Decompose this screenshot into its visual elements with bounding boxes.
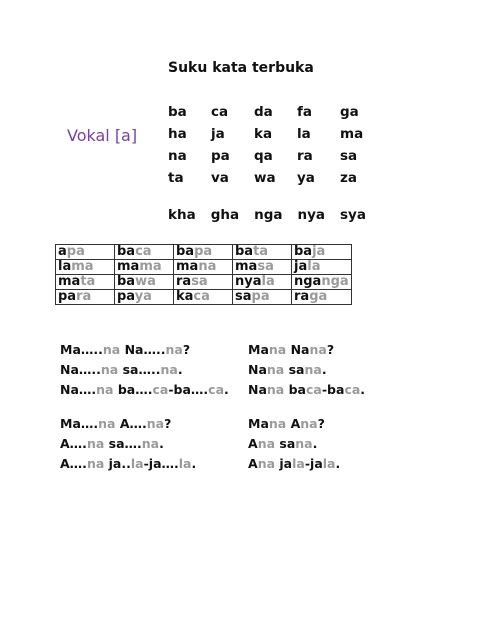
sentence-line (248, 434, 340, 454)
word-cell (56, 275, 115, 290)
exercise-blanks-1 (60, 340, 229, 400)
text-segment: -ja (304, 456, 323, 471)
text-segment: ra (294, 289, 310, 304)
syllable-row (168, 167, 383, 189)
text-segment: sa (275, 436, 296, 451)
table-row (56, 290, 352, 305)
highlight-syllable: pa (251, 289, 270, 304)
syllable: la (297, 126, 311, 142)
highlight-syllable: na (198, 259, 217, 274)
syllable: ya (297, 170, 315, 186)
text-segment: ba…. (113, 382, 153, 397)
text-segment: A (248, 436, 258, 451)
word-cell (292, 275, 352, 290)
exercise-blanks-2 (60, 414, 196, 474)
syllable: ba (168, 104, 187, 120)
sentence-line (60, 454, 196, 474)
text-segment: ba (176, 244, 195, 259)
text-segment: ra (176, 274, 192, 289)
highlight-syllable: na (96, 382, 114, 397)
word-cell (174, 275, 233, 290)
text-segment: ma (117, 259, 140, 274)
highlight-syllable: na (268, 342, 287, 357)
text-segment: . (224, 382, 229, 397)
highlight-syllable: pa (194, 244, 213, 259)
highlight-syllable: na (98, 416, 116, 431)
syllable: ja (211, 126, 225, 142)
text-segment: sa….. (118, 362, 161, 377)
word-cell (292, 260, 352, 275)
syllable-row (168, 145, 383, 167)
syllable: va (211, 170, 229, 186)
highlight-syllable: nga (321, 274, 349, 289)
text-segment: nya (235, 274, 262, 289)
highlight-syllable: na (300, 416, 318, 431)
table-row (56, 260, 352, 275)
text-segment: ma (176, 259, 199, 274)
highlight-syllable: na (266, 362, 285, 377)
highlight-syllable: ca (193, 289, 210, 304)
text-segment: A (248, 456, 258, 471)
syllable: ca (211, 104, 229, 120)
text-segment: . (360, 382, 366, 397)
text-segment: nga (294, 274, 322, 289)
syllable: za (340, 170, 357, 186)
text-segment: -ba (321, 382, 345, 397)
text-segment: . (159, 436, 164, 451)
text-segment: ? (164, 416, 172, 431)
syllable: gha (210, 207, 240, 223)
highlight-syllable: na (304, 362, 322, 377)
syllable: ka (254, 126, 273, 142)
word-cell (292, 245, 352, 260)
text-segment: . (321, 362, 327, 377)
text-segment: ja (275, 456, 293, 471)
text-segment: -ba…. (168, 382, 209, 397)
text-segment: Na (286, 342, 310, 357)
text-segment: a (58, 244, 67, 259)
highlight-syllable: la (322, 456, 336, 471)
sentence-line (60, 414, 196, 434)
highlight-syllable: na (160, 362, 178, 377)
table-row (56, 245, 352, 260)
highlight-syllable: ma (71, 259, 94, 274)
syllable: nya (297, 207, 326, 223)
word-cell (174, 290, 233, 305)
syllable-row (168, 123, 383, 145)
text-segment: sa…. (104, 436, 142, 451)
sentence-line (248, 414, 340, 434)
sentence-line (248, 360, 365, 380)
word-cell (56, 245, 115, 260)
highlight-syllable: la (292, 456, 305, 471)
word-cell (115, 290, 174, 305)
text-segment: sa (284, 362, 305, 377)
sentence-line (60, 380, 229, 400)
highlight-syllable: na (100, 362, 119, 377)
syllable-row (168, 101, 383, 123)
highlight-syllable: ca (344, 382, 361, 397)
sentence-line (60, 340, 229, 360)
sentence-line (60, 434, 196, 454)
highlight-syllable: na (141, 436, 160, 451)
syllable: ra (297, 148, 313, 164)
sentence-line (248, 340, 365, 360)
highlight-syllable: na (146, 416, 165, 431)
text-segment: Na….. (120, 342, 166, 357)
text-segment: ma (235, 259, 258, 274)
text-segment: sa (235, 289, 252, 304)
text-segment: Na (248, 362, 267, 377)
syllable: pa (211, 148, 230, 164)
text-segment: . (191, 456, 197, 471)
text-segment: pa (117, 289, 135, 304)
text-segment: A…. (60, 436, 87, 451)
highlight-syllable: wa (135, 274, 156, 289)
text-segment: Ma (248, 342, 269, 357)
highlight-syllable: na (102, 342, 121, 357)
text-segment: ka (176, 289, 194, 304)
text-segment: . (312, 436, 318, 451)
highlight-syllable: ra (76, 289, 92, 304)
syllable: ma (340, 126, 364, 142)
syllable: da (254, 104, 273, 120)
highlight-syllable: ta (80, 274, 96, 289)
highlight-syllable: ta (253, 244, 269, 259)
highlight-syllable: sa (191, 274, 208, 289)
text-segment: Na (248, 382, 267, 397)
word-cell (233, 275, 292, 290)
highlight-syllable: ya (134, 289, 152, 304)
highlight-syllable: na (266, 382, 285, 397)
word-cell (233, 245, 292, 260)
text-segment: ba (117, 244, 136, 259)
highlight-syllable: na (165, 342, 183, 357)
highlight-syllable: sa (257, 259, 274, 274)
text-segment: ja.. (104, 456, 131, 471)
text-segment: -ja…. (143, 456, 179, 471)
text-segment: Ma (248, 416, 269, 431)
highlight-syllable: na (86, 456, 105, 471)
syllable: nga (254, 207, 283, 223)
syllable: ta (168, 170, 184, 186)
text-segment: Ma…. (60, 416, 99, 431)
highlight-syllable: la (178, 456, 192, 471)
syllable: wa (254, 170, 276, 186)
table-row (56, 275, 352, 290)
word-table (55, 244, 352, 305)
highlight-syllable: na (86, 436, 105, 451)
text-segment: ba (117, 274, 136, 289)
consonant-cluster-row (168, 207, 381, 223)
word-cell (174, 260, 233, 275)
highlight-syllable: na (257, 456, 276, 471)
word-cell (56, 260, 115, 275)
word-cell (233, 260, 292, 275)
highlight-syllable: ma (139, 259, 162, 274)
text-segment: pa (58, 289, 77, 304)
word-cell (56, 290, 115, 305)
highlight-syllable: na (268, 416, 287, 431)
sentence-line (248, 454, 340, 474)
highlight-syllable: la (130, 456, 144, 471)
text-segment: A…. (115, 416, 147, 431)
highlight-syllable: la (261, 274, 275, 289)
highlight-syllable: la (307, 259, 321, 274)
highlight-syllable: ca (208, 382, 225, 397)
text-segment: . (177, 362, 183, 377)
exercise-answers-1 (248, 340, 365, 400)
sentence-line (60, 360, 229, 380)
syllable: sa (340, 148, 358, 164)
text-segment: ? (182, 342, 191, 357)
text-segment: ? (317, 416, 325, 431)
highlight-syllable: pa (66, 244, 85, 259)
text-segment: . (335, 456, 341, 471)
word-cell (115, 275, 174, 290)
text-segment: Na….. (60, 362, 101, 377)
text-segment: ja (294, 259, 308, 274)
syllable: na (168, 148, 187, 164)
highlight-syllable: ca (135, 244, 152, 259)
text-segment: ? (326, 342, 335, 357)
text-segment: ba (284, 382, 306, 397)
syllable-grid (168, 101, 383, 189)
text-segment: ba (235, 244, 254, 259)
text-segment: ma (58, 274, 81, 289)
word-cell (174, 245, 233, 260)
syllable: qa (254, 148, 273, 164)
word-cell (115, 260, 174, 275)
highlight-syllable: ga (309, 289, 328, 304)
syllable: ha (168, 126, 187, 142)
highlight-syllable: na (309, 342, 327, 357)
text-segment: Na…. (60, 382, 97, 397)
highlight-syllable: ca (152, 382, 169, 397)
syllable: ga (340, 104, 359, 120)
syllable: kha (168, 207, 196, 223)
highlight-syllable: na (257, 436, 276, 451)
word-cell (233, 290, 292, 305)
text-segment: la (58, 259, 72, 274)
page-title: Suku kata terbuka (168, 60, 314, 76)
word-cell (292, 290, 352, 305)
highlight-syllable: ca (306, 382, 322, 397)
sentence-line (248, 380, 365, 400)
text-segment: ba (294, 244, 313, 259)
text-segment: A…. (60, 456, 87, 471)
syllable: sya (340, 207, 366, 223)
exercise-answers-2 (248, 414, 340, 474)
highlight-syllable: ja (312, 244, 326, 259)
text-segment: Ma….. (60, 342, 103, 357)
word-cell (115, 245, 174, 260)
text-segment: A (286, 416, 301, 431)
highlight-syllable: na (295, 436, 313, 451)
syllable: fa (297, 104, 312, 120)
vokal-label: Vokal [a] (67, 126, 138, 145)
